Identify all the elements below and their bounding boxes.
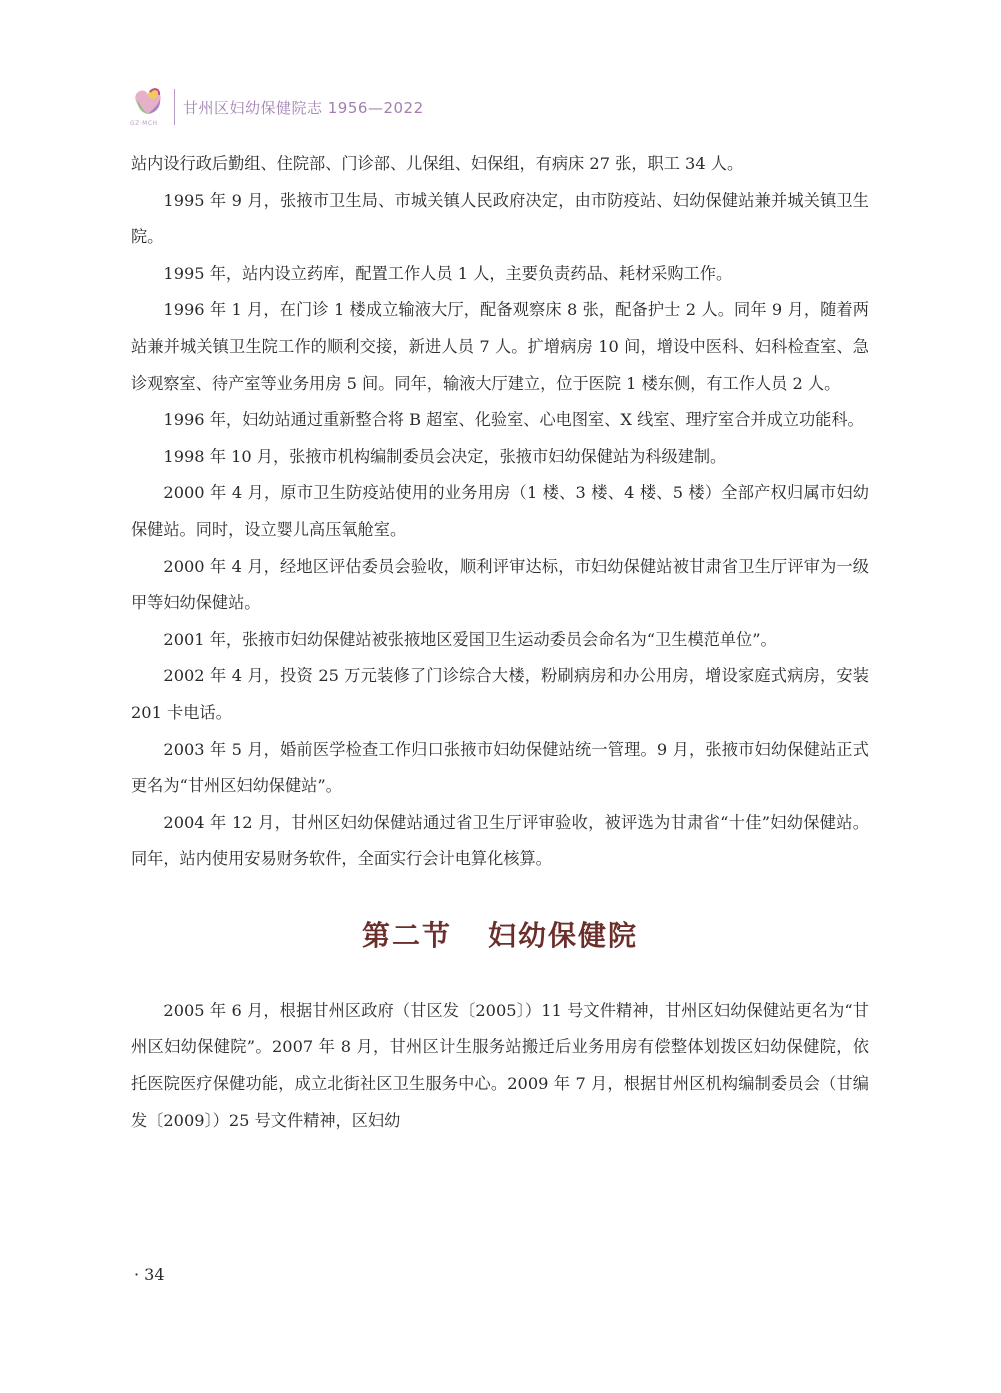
page-header (128, 82, 424, 132)
paragraph: 1996 年 1 月，在门诊 1 楼成立输液大厅，配备观察床 8 张，配备护士 2 人。同年 9 月，随着两站兼并城关镇卫生院工作的顺利交接，新进人员 7 人。扩增病房 10 间，增设中医科、妇科检查室、急诊观察室、待产室等业务用房 5 间。同年，输液大厅建立，位于医院 1 楼东侧，有工作人员 2 人。 (131, 300, 869, 393)
paragraph: 2000 年 4 月，经地区评估委员会验收，顺利评审达标，市妇幼保健站被甘肃省卫生厅评审为一级甲等妇幼保健站。 (131, 556, 869, 613)
paragraph: 2002 年 4 月，投资 25 万元装修了门诊综合大楼，粉刷病房和办公用房，增设家庭式病房，安装 201 卡电话。 (131, 666, 869, 722)
paragraph: 1995 年，站内设立药库，配置工作人员 1 人，主要负责药品、耗材采购工作。 (163, 263, 733, 283)
paragraph: 2001 年，张掖市妇幼保健站被张掖地区爱国卫生运动委员会命名为“卫生模范单位”。 (163, 629, 777, 649)
paragraph: 2005 年 6 月，根据甘州区政府（甘区发〔2005〕）11 号文件精神，甘州区妇幼保健站更名为“甘州区妇幼保健院”。2007 年 8 月，甘州区计生服务站搬迁后业务用房有偿整体划拨区妇幼保健院，依托医院医疗保健功能，成立北街社区卫生服务中心。2009 年 7 月，根据甘州区机构编制委员会（甘编发〔2009〕）25 号文件精神，区妇幼 (131, 1000, 869, 1130)
paragraph: 站内设行政后勤组、住院部、门诊部、儿保组、妇保组，有病床 27 张，职工 34 人。 (131, 154, 744, 173)
logo-caption: GZ·MCH (130, 120, 158, 127)
paragraph: 2003 年 5 月，婚前医学检查工作归口张掖市妇幼保健站统一管理。9 月，张掖市妇幼保健站正式更名为“甘州区妇幼保健站”。 (131, 739, 869, 796)
book-title: 甘州区妇幼保健院志 1956—2022 (183, 98, 424, 117)
header-divider (174, 89, 175, 125)
paragraph: 2004 年 12 月，甘州区妇幼保健站通过省卫生厅评审验收，被评选为甘肃省“十佳”妇幼保健站。同年，站内使用安易财务软件，全面实行会计电算化核算。 (131, 812, 869, 869)
page-number: · 34 (134, 1265, 165, 1284)
mch-heart-logo-icon (128, 84, 168, 130)
section-number: 第二节 (361, 918, 452, 952)
section-title: 妇幼保健院 (488, 918, 639, 952)
paragraph: 1998 年 10 月，张掖市机构编制委员会决定，张掖市妇幼保健站为科级建制。 (163, 446, 727, 466)
paragraph: 1996 年，妇幼站通过重新整合将 B 超室、化验室、心电图室、X 线室、理疗室合并成立功能科。 (163, 410, 864, 430)
section-heading (131, 916, 869, 956)
paragraph: 2000 年 4 月，原市卫生防疫站使用的业务用房（1 楼、3 楼、4 楼、5 楼）全部产权归属市妇幼保健站。同时，设立婴儿高压氧舱室。 (131, 483, 869, 539)
page-body (131, 146, 869, 1139)
paragraph: 1995 年 9 月，张掖市卫生局、市城关镇人民政府决定，由市防疫站、妇幼保健站兼并城关镇卫生院。 (131, 190, 869, 247)
